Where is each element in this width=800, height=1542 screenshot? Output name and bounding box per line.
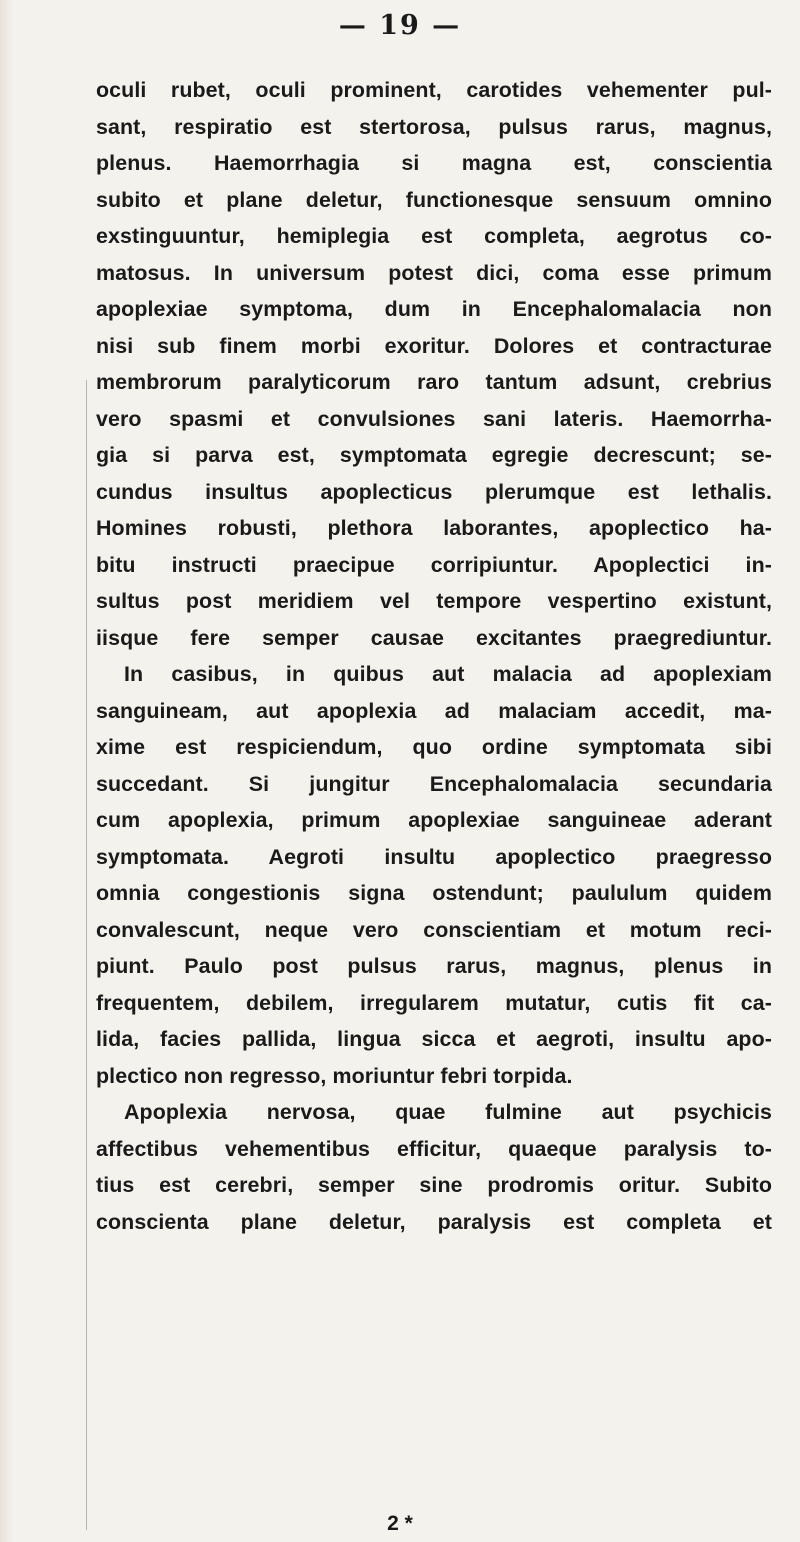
text-line: affectibus vehementibus efficitur, quaeque paralysis to-	[96, 1136, 772, 1161]
text-line: Homines robusti, plethora laborantes, apoplectico ha-	[96, 516, 772, 540]
page-edge-shadow	[0, 0, 14, 1542]
text-line: symptomata. Aegroti insultu apoplectico praegresso	[96, 844, 772, 869]
text-line: iisque fere semper causae excitantes praegrediuntur.	[96, 625, 772, 650]
margin-rule	[86, 380, 87, 1530]
text-line: sultus post meridiem vel tempore vespertino existunt,	[96, 589, 772, 613]
text-line: xime est respiciendum, quo ordine symptomata sibi	[96, 735, 772, 759]
text-line: lida, facies pallida, lingua sicca et aegroti, insultu apo-	[96, 1027, 772, 1051]
text-line: apoplexiae symptoma, dum in Encephalomalacia non	[96, 297, 772, 321]
text-line: exstinguuntur, hemiplegia est completa, aegrotus co-	[96, 224, 772, 248]
paragraph-start-line: In casibus, in quibus aut malacia ad apoplexiam	[124, 662, 772, 686]
text-line: cundus insultus apoplecticus plerumque est lethalis.	[96, 479, 772, 504]
text-line: bitu instructi praecipue corripiuntur. Apoplectici in-	[96, 552, 772, 577]
text-line: omnia congestionis signa ostendunt; paululum quidem	[96, 881, 772, 905]
text-line: vero spasmi et convulsiones sani lateris. Haemorrha-	[96, 406, 772, 431]
text-line: frequentem, debilem, irregularem mutatur, cutis fit ca-	[96, 990, 772, 1015]
text-line: piunt. Paulo post pulsus rarus, magnus, plenus in	[96, 954, 772, 978]
text-line: subito et plane deletur, functionesque sensuum omnino	[96, 187, 772, 212]
text-line: succedant. Si jungitur Encephalomalacia secundaria	[96, 771, 772, 796]
paragraph-start-line: Apoplexia nervosa, quae fulmine aut psychicis	[124, 1100, 772, 1124]
text-line: cum apoplexia, primum apoplexiae sanguineae aderant	[96, 808, 772, 832]
text-line: matosus. In universum potest dici, coma esse primum	[96, 260, 772, 285]
text-line: tius est cerebri, semper sine prodromis oritur. Subito	[96, 1173, 772, 1197]
text-line: oculi rubet, oculi prominent, carotides vehementer pul-	[96, 78, 772, 102]
text-line: plenus. Haemorrhagia si magna est, conscientia	[96, 151, 772, 175]
text-line: nisi sub finem morbi exoritur. Dolores et contracturae	[96, 333, 772, 358]
text-line: sanguineam, aut apoplexia ad malaciam accedit, ma-	[96, 698, 772, 723]
text-line: membrorum paralyticorum raro tantum adsunt, crebrius	[96, 370, 772, 394]
text-line: conscienta plane deletur, paralysis est completa et	[96, 1209, 772, 1234]
paragraph-end-line: plectico non regresso, moriuntur febri torpida.	[96, 1063, 573, 1088]
text-line: sant, respiratio est stertorosa, pulsus rarus, magnus,	[96, 114, 772, 139]
page-number-header: — 19 —	[338, 10, 462, 41]
signature-mark: 2 *	[387, 1512, 413, 1535]
body-text	[96, 72, 772, 1240]
text-line: convalescunt, neque vero conscientiam et motum reci-	[96, 917, 772, 942]
text-line: gia si parva est, symptomata egregie decrescunt; se-	[96, 443, 772, 467]
